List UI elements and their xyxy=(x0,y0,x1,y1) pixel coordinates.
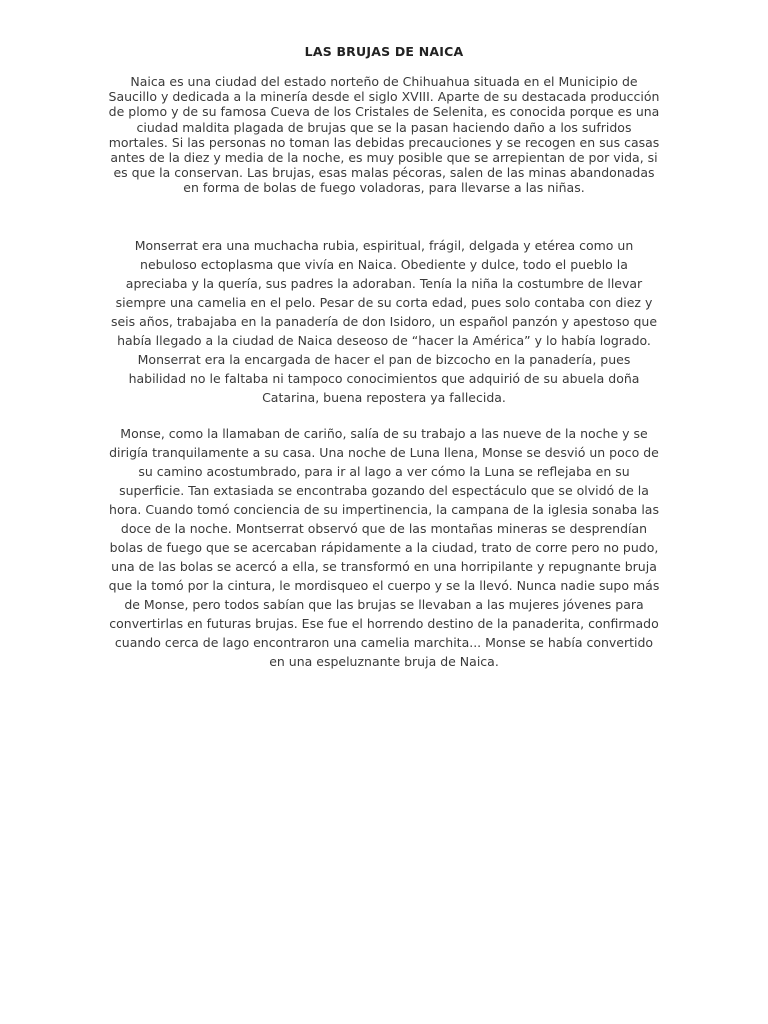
document-title: LAS BRUJAS DE NAICA xyxy=(304,44,464,59)
paragraph-line: antes de la diez y media de la noche, es muy posible que se arrepientan de por vida, si xyxy=(110,150,658,166)
paragraph-line: ciudad maldita plagada de brujas que se la pasan haciendo daño a los sufridos xyxy=(136,119,632,135)
paragraph-line: una de las bolas se acercó a ella, se transformó en una horripilante y repugnante bruja xyxy=(111,559,657,574)
paragraph-line: en forma de bolas de fuego voladoras, para llevarse a las niñas. xyxy=(183,180,585,196)
paragraph-line: convertirlas en futuras brujas. Ese fue el horrendo destino de la panaderita, confirmado xyxy=(109,616,659,631)
paragraph-line: habilidad no le faltaba ni tampoco conocimientos que adquirió de su abuela doña xyxy=(128,371,640,386)
paragraph-line: Monserrat era una muchacha rubia, espiritual, frágil, delgada y etérea como un xyxy=(134,238,634,253)
paragraph-line: había llegado a la ciudad de Naica deseoso de “hacer la América” y lo había logrado. xyxy=(117,333,651,348)
paragraph-line: mortales. Si las personas no toman las debidas precauciones y se recogen en sus casas xyxy=(108,134,660,150)
paragraph-line: Catarina, buena repostera ya fallecida. xyxy=(262,390,506,405)
paragraph-line: apreciaba y la quería, sus padres la adoraban. Tenía la niña la costumbre de llevar xyxy=(125,276,643,291)
paragraph-line: bolas de fuego que se acercaban rápidamente a la ciudad, trato de corre pero no pudo, xyxy=(109,540,659,555)
paragraph-2 xyxy=(100,236,668,407)
paragraph-line: seis años, trabajaba en la panadería de don Isidoro, un español panzón y apestoso que xyxy=(110,314,658,329)
paragraph-line: su camino acostumbrado, para ir al lago a ver cómo la Luna se reflejaba en su xyxy=(138,464,630,479)
paragraph-line: de Monse, pero todos sabían que las brujas se llevaban a las mujeres jóvenes para xyxy=(124,597,644,612)
paragraph-3 xyxy=(100,424,668,671)
paragraph-line: Monserrat era la encargada de hacer el pan de bizcocho en la panadería, pues xyxy=(137,352,631,367)
paragraph-line: siempre una camelia en el pelo. Pesar de su corta edad, pues solo contaba con diez y xyxy=(115,295,653,310)
paragraph-line: Naica es una ciudad del estado norteño de Chihuahua situada en el Municipio de xyxy=(130,74,638,89)
paragraph-line: cuando cerca de lago encontraron una camelia marchita... Monse se había convertido xyxy=(114,635,654,650)
paragraph-line: Monse, como la llamaban de cariño, salía de su trabajo a las nueve de la noche y se xyxy=(120,426,648,441)
paragraph-line: hora. Cuando tomó conciencia de su impertinencia, la campana de la iglesia sonaba las xyxy=(109,502,659,517)
paragraph-line: es que la conservan. Las brujas, esas malas pécoras, salen de las minas abandonadas xyxy=(113,165,655,181)
paragraph-line: de plomo y de su famosa Cueva de los Cristales de Selenita, es conocida porque es una xyxy=(108,104,660,120)
paragraph-line: en una espeluznante bruja de Naica. xyxy=(269,654,499,669)
paragraph-line: Saucillo y dedicada a la minería desde el siglo XVIII. Aparte de su destacada producción xyxy=(108,89,660,105)
paragraph-line: que la tomó por la cintura, le mordisqueo el cuerpo y se la llevó. Nunca nadie supo más xyxy=(108,578,660,593)
paragraph-line: doce de la noche. Montserrat observó que de las montañas mineras se desprendían xyxy=(120,521,648,536)
paragraph-1 xyxy=(100,74,668,196)
paragraph-line: nebuloso ectoplasma que vivía en Naica. Obediente y dulce, todo el pueblo la xyxy=(140,257,628,272)
paragraph-line: superficie. Tan extasiada se encontraba gozando del espectáculo que se olvidó de la xyxy=(119,483,649,498)
paragraph-line: dirigía tranquilamente a su casa. Una noche de Luna llena, Monse se desvió un poco de xyxy=(109,445,659,460)
